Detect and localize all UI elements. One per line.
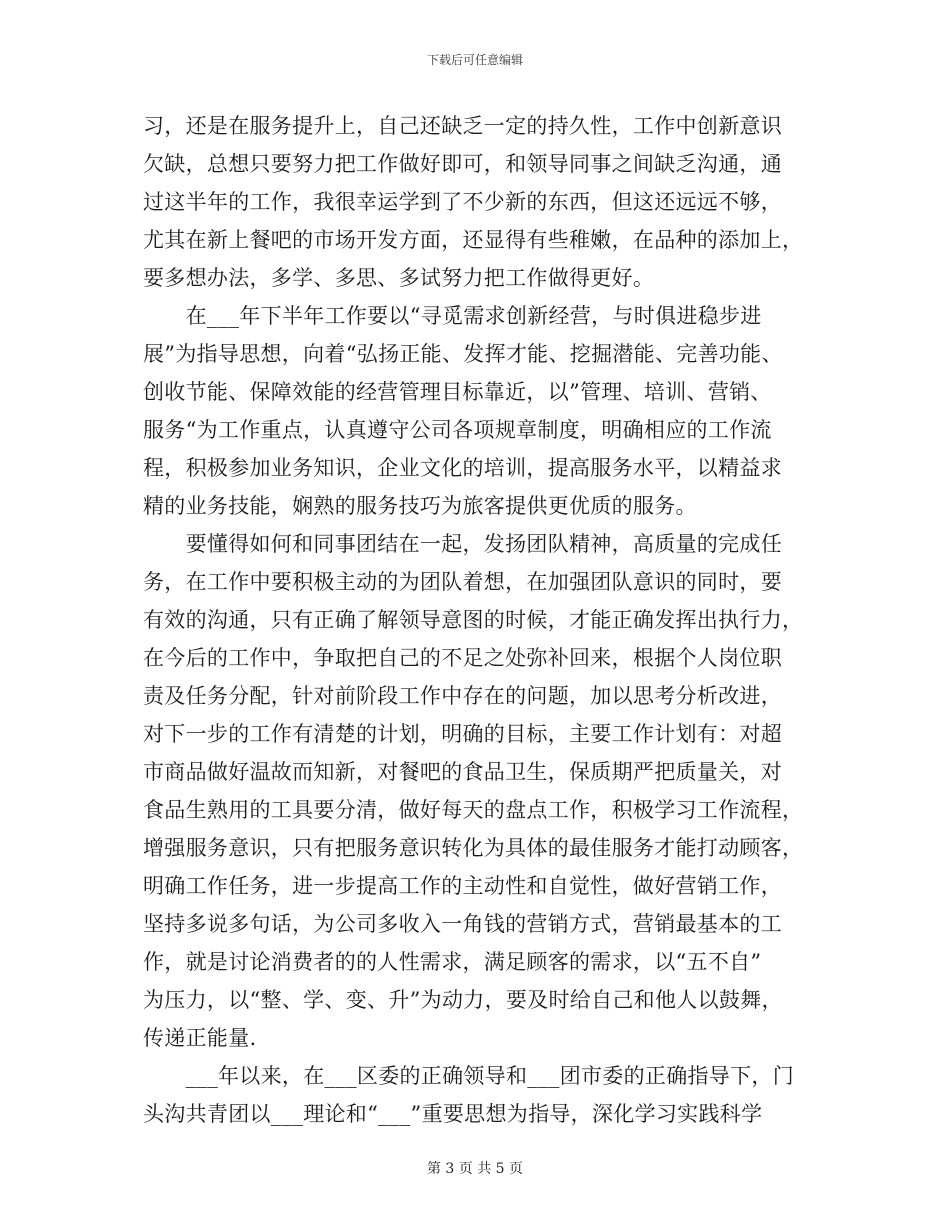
text-line: 在今后的工作中，争取把自己的不足之处弥补回来，根据个人岗位职 [143,646,782,670]
text-line: 对下一步的工作有清楚的计划，明确的目标，主要工作计划有：对超 [143,722,782,746]
text-line: 尤其在新上餐吧的市场开发方面，还显得有些稚嫩，在品种的添加上， [143,228,804,252]
text-line: 传递正能量. [143,1026,257,1050]
text-line: 头沟共青团以___理论和“___”重要思想为指导，深化学习实践科学 [143,1102,763,1126]
text-line: 食品生熟用的工具要分清，做好每天的盘点工作，积极学习工作流程， [143,798,804,822]
text-line: 服务“为工作重点，认真遵守公司各项规章制度，明确相应的工作流 [143,418,772,442]
text-line: 欠缺，总想只要努力把工作做好即可，和领导同事之间缺乏沟通，通 [143,152,782,176]
text-line: 明确工作任务，进一步提高工作的主动性和自觉性，做好营销工作， [143,874,782,898]
text-line: 要多想办法，多学、多思、多试努力把工作做得更好。 [143,266,655,290]
page-header: 下载后可任意编辑 [426,53,523,67]
text-line: 展”为指导思想，向着“弘扬正能、发挥才能、挖掘潜能、完善功能、 [143,342,783,366]
text-line: 为压力，以“整、学、变、升”为动力，要及时给自己和他人以鼓舞， [143,988,783,1012]
text-line: 责及任务分配，针对前阶段工作中存在的问题，加以思考分析改进， [143,684,782,708]
text-line: 习，还是在服务提升上，自己还缺乏一定的持久性，工作中创新意识 [143,114,782,138]
text-line: 过这半年的工作，我很幸运学到了不少新的东西，但这还远远不够， [143,190,782,214]
text-line: 务，在工作中要积极主动的为团队着想，在加强团队意识的同时，要 [143,570,782,594]
text-line: 要懂得如何和同事团结在一起，发扬团队精神，高质量的完成任 [143,532,782,556]
text-line: 创收节能、保障效能的经营管理目标靠近，以”管理、培训、营销、 [143,380,772,404]
text-line: 市商品做好温故而知新，对餐吧的食品卫生，保质期严把质量关，对 [143,760,782,784]
text-line: 作，就是讨论消费者的的人性需求，满足顾客的需求，以“五不自” [143,950,762,974]
text-line: 精的业务技能，娴熟的服务技巧为旅客提供更优质的服务。 [143,494,697,518]
text-line: 坚持多说多句话，为公司多收入一角钱的营销方式，营销最基本的工 [143,912,782,936]
text-line: 在___年下半年工作要以“寻觅需求创新经营，与时俱进稳步进 [143,304,762,328]
text-line: 有效的沟通，只有正确了解领导意图的时候，才能正确发挥出执行力， [143,608,804,632]
document-body [143,107,803,1133]
text-line: 程，积极参加业务知识，企业文化的培训，提高服务水平，以精益求 [143,456,782,480]
text-line: 增强服务意识，只有把服务意识转化为具体的最佳服务才能打动顾客， [143,836,804,860]
text-line: ___年以来，在___区委的正确领导和___团市委的正确指导下，门 [143,1064,794,1088]
page-number: 第 3 页 共 5 页 [426,1161,524,1177]
